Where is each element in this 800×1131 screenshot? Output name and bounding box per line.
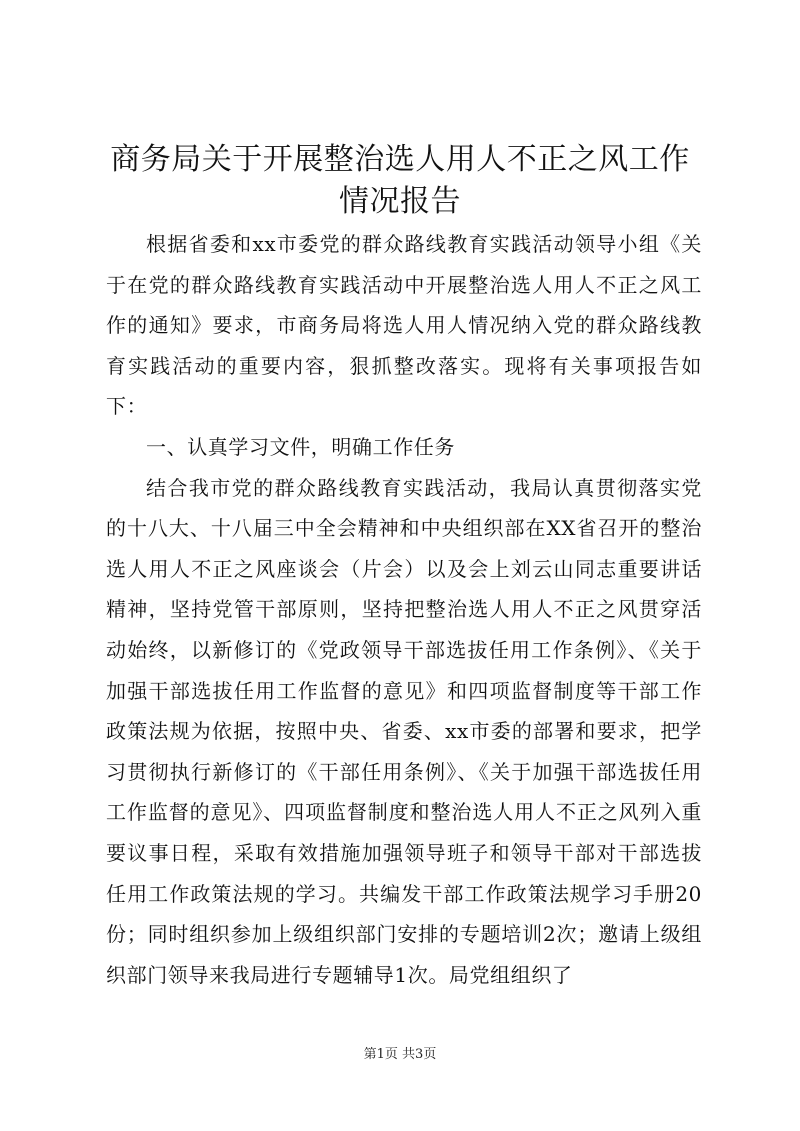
document-title: 商务局关于开展整治选人用人不正之风工作情况报告 bbox=[110, 142, 690, 219]
paragraph-section-1: 结合我市党的群众路线教育实践活动，我局认真贯彻落实党的十八大、十八届三中全会精神和中央组织部在XX省召开的整治选人用人不正之风座谈会（片会）以及会上刘云山同志重要讲话精神，坚持党管干部原则，坚持把整治选人用人不正之风贯穿活动始终，以新修订的《党政领导干部选拔任用工作条例》、《关于加强干部选拔任用工作监督的意见》和四项监督制度等干部工作政策法规为依据，按照中央、省委、xx市委的部署和要求，把学习贯彻执行新修订的《干部任用条例》、《关于加强干部选拔任用工作监督的意见》、四项监督制度和整治选人用人不正之风列入重要议事日程，采取有效措施加强领导班子和领导干部对干部选拔任用工作政策法规的学习。共编发干部工作政策法规学习手册20份；同时组织参加上级组织部门安排的专题培训2次；邀请上级组织部门领导来我局进行专题辅导1次。局党组组织了 bbox=[106, 475, 702, 987]
section-heading-1: 一、认真学习文件，明确工作任务 bbox=[146, 434, 455, 459]
paragraph-intro: 根据省委和xx市委党的群众路线教育实践活动领导小组《关于在党的群众路线教育实践活动中开展整治选人用人不正之风工作的通知》要求，市商务局将选人用人情况纳入党的群众路线教育实践活动的重要内容，狠抓整改落实。现将有关事项报告如下： bbox=[106, 232, 702, 419]
document-body bbox=[106, 224, 702, 995]
page-number-footer: 第1页 共3页 bbox=[363, 1047, 437, 1062]
